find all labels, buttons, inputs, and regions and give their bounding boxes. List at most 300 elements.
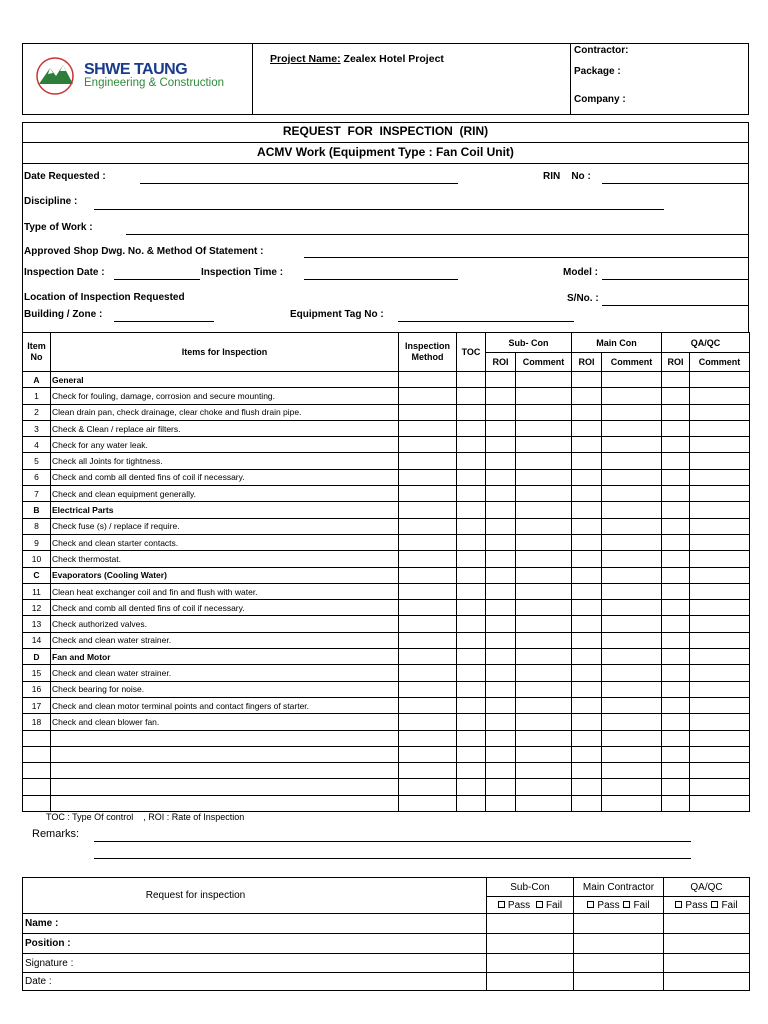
fail-checkbox[interactable] [536,901,543,908]
entry-cell[interactable] [516,567,572,583]
entry-cell[interactable] [486,420,516,436]
type-of-work-field[interactable] [126,234,748,235]
entry-cell[interactable] [572,583,602,599]
entry-cell[interactable] [662,746,690,762]
entry-cell[interactable] [457,534,486,550]
entry-cell[interactable] [572,632,602,648]
entry-cell[interactable] [572,730,602,746]
entry-cell[interactable] [690,746,750,762]
entry-cell[interactable] [457,567,486,583]
entry-cell[interactable] [457,518,486,534]
entry-cell[interactable] [399,649,457,665]
entry-cell[interactable] [399,388,457,404]
col-method: Inspection Method [399,333,457,372]
pass-checkbox[interactable] [675,901,682,908]
entry-cell[interactable] [399,632,457,648]
entry-cell[interactable] [572,404,602,420]
entry-cell[interactable] [572,518,602,534]
entry-cell[interactable] [662,681,690,697]
entry-cell[interactable] [516,388,572,404]
item-no: 11 [23,583,51,599]
entry-cell[interactable] [602,388,662,404]
entry-cell[interactable] [486,486,516,502]
entry-cell[interactable] [662,388,690,404]
entry-cell[interactable] [516,486,572,502]
entry-cell[interactable] [602,551,662,567]
entry-cell[interactable] [690,469,750,485]
entry-cell[interactable] [690,437,750,453]
item-no: 14 [23,632,51,648]
entry-cell[interactable] [457,649,486,665]
entry-cell[interactable] [486,632,516,648]
entry-cell[interactable] [690,420,750,436]
entry-cell[interactable] [602,616,662,632]
entry-cell[interactable] [690,534,750,550]
entry-cell[interactable] [662,453,690,469]
entry-cell[interactable] [399,372,457,388]
entry-cell[interactable] [457,795,486,811]
entry-cell[interactable] [399,404,457,420]
entry-cell[interactable] [572,697,602,713]
sno-field[interactable] [602,305,748,306]
entry-cell[interactable] [516,714,572,730]
entry-cell[interactable] [516,730,572,746]
form-title: REQUEST FOR INSPECTION (RIN) [282,124,489,138]
entry-cell[interactable] [399,486,457,502]
item-text [51,746,399,762]
section-row [23,649,750,665]
item-no: 7 [23,486,51,502]
item-text: Check authorized valves. [51,616,399,632]
entry-cell[interactable] [690,486,750,502]
entry-cell[interactable] [457,437,486,453]
pass-checkbox[interactable] [587,901,594,908]
entry-cell[interactable] [690,779,750,795]
entry-cell[interactable] [572,534,602,550]
entry-cell[interactable] [399,665,457,681]
entry-cell[interactable] [662,534,690,550]
entry-cell[interactable] [662,420,690,436]
fail-label: Fail [545,899,563,911]
entry-cell[interactable] [486,404,516,420]
entry-cell[interactable] [516,404,572,420]
entry-cell[interactable] [602,437,662,453]
entry-cell[interactable] [486,730,516,746]
request-label: Request for inspection [23,878,487,914]
entry-cell[interactable] [662,567,690,583]
entry-cell[interactable] [602,518,662,534]
signature-label: Signature : [23,954,487,973]
item-text: Check all Joints for tightness. [51,453,399,469]
entry-cell[interactable] [516,502,572,518]
entry-cell[interactable] [690,681,750,697]
entry-cell[interactable] [602,486,662,502]
subcon-signature-cell[interactable] [487,954,574,973]
entry-cell[interactable] [486,681,516,697]
entry-cell[interactable] [602,632,662,648]
entry-cell[interactable] [399,469,457,485]
entry-cell[interactable] [572,779,602,795]
entry-cell[interactable] [602,404,662,420]
remarks-line-1[interactable] [94,841,691,842]
subcon-position-cell[interactable] [487,934,574,954]
entry-cell[interactable] [602,795,662,811]
entry-cell[interactable] [662,600,690,616]
entry-cell[interactable] [486,583,516,599]
entry-cell[interactable] [602,730,662,746]
entry-cell[interactable] [572,746,602,762]
entry-cell[interactable] [516,437,572,453]
entry-cell[interactable] [486,469,516,485]
entry-cell[interactable] [572,502,602,518]
entry-cell[interactable] [457,453,486,469]
entry-cell[interactable] [662,551,690,567]
entry-cell[interactable] [690,372,750,388]
entry-cell[interactable] [516,746,572,762]
entry-cell[interactable] [602,600,662,616]
entry-cell[interactable] [602,697,662,713]
entry-cell[interactable] [516,649,572,665]
entry-cell[interactable] [602,372,662,388]
entry-cell[interactable] [662,469,690,485]
maincon-pass-fail [574,897,664,914]
entry-cell[interactable] [690,551,750,567]
entry-cell[interactable] [457,763,486,779]
entry-cell[interactable] [602,665,662,681]
subcon-date-cell[interactable] [487,973,574,991]
entry-cell[interactable] [690,763,750,779]
date-label: Date : [23,973,487,991]
entry-cell[interactable] [572,420,602,436]
entry-cell[interactable] [662,795,690,811]
section-title: Evaporators (Cooling Water) [51,567,399,583]
item-text: Check & Clean / replace air filters. [51,420,399,436]
inspection-time-label: Inspection Time : [201,267,284,278]
subcon-header: Sub-Con [487,878,574,897]
entry-cell[interactable] [690,649,750,665]
fail-checkbox[interactable] [711,901,718,908]
entry-cell[interactable] [516,681,572,697]
entry-cell[interactable] [662,502,690,518]
fail-checkbox[interactable] [623,901,630,908]
rin-no-label: RIN No : [543,171,591,182]
entry-cell[interactable] [662,649,690,665]
col-roi: ROI [662,353,690,372]
entry-cell[interactable] [690,388,750,404]
maincon-date-cell[interactable] [574,973,664,991]
table-row [23,551,750,567]
entry-cell[interactable] [457,697,486,713]
entry-cell[interactable] [399,437,457,453]
fail-label: Fail [633,899,650,911]
entry-cell[interactable] [399,697,457,713]
entry-cell[interactable] [486,372,516,388]
entry-cell[interactable] [516,518,572,534]
qaqc-position-cell[interactable] [664,934,750,954]
item-no [23,779,51,795]
entry-cell[interactable] [662,632,690,648]
item-text: Check bearing for noise. [51,681,399,697]
entry-cell[interactable] [486,437,516,453]
entry-cell[interactable] [690,697,750,713]
entry-cell[interactable] [457,372,486,388]
entry-cell[interactable] [602,583,662,599]
rin-no-field[interactable] [602,183,748,184]
col-roi: ROI [572,353,602,372]
entry-cell[interactable] [516,551,572,567]
entry-cell[interactable] [486,714,516,730]
entry-cell[interactable] [690,404,750,420]
entry-cell[interactable] [457,469,486,485]
entry-cell[interactable] [662,518,690,534]
date-requested-field[interactable] [140,183,458,184]
entry-cell[interactable] [457,388,486,404]
col-comment: Comment [690,353,750,372]
entry-cell[interactable] [602,746,662,762]
entry-cell[interactable] [399,534,457,550]
qaqc-signature-cell[interactable] [664,954,750,973]
entry-cell[interactable] [662,437,690,453]
approved-shop-field[interactable] [304,257,748,258]
entry-cell[interactable] [516,420,572,436]
entry-cell[interactable] [457,551,486,567]
entry-cell[interactable] [516,763,572,779]
entry-cell[interactable] [399,616,457,632]
entry-cell[interactable] [602,681,662,697]
entry-cell[interactable] [516,372,572,388]
item-text: Check for fouling, damage, corrosion and secure mounting. [51,388,399,404]
discipline-label: Discipline : [24,196,78,207]
entry-cell[interactable] [457,779,486,795]
subcon-name-cell[interactable] [487,914,574,934]
entry-cell[interactable] [486,518,516,534]
entry-cell[interactable] [572,486,602,502]
entry-cell[interactable] [572,763,602,779]
entry-cell[interactable] [662,697,690,713]
entry-cell[interactable] [572,469,602,485]
entry-cell[interactable] [486,665,516,681]
entry-cell[interactable] [572,551,602,567]
entry-cell[interactable] [572,437,602,453]
maincon-signature-cell[interactable] [574,954,664,973]
entry-cell[interactable] [602,469,662,485]
entry-cell[interactable] [690,714,750,730]
table-row [23,388,750,404]
entry-cell[interactable] [572,388,602,404]
table-row [23,714,750,730]
equipment-tag-field[interactable] [398,321,574,322]
entry-cell[interactable] [662,616,690,632]
entry-cell[interactable] [399,583,457,599]
item-text: Check and comb all dented fins of coil if necessary. [51,469,399,485]
entry-cell[interactable] [486,779,516,795]
entry-cell[interactable] [457,665,486,681]
entry-cell[interactable] [572,616,602,632]
building-zone-label: Building / Zone : [24,309,103,320]
entry-cell[interactable] [457,420,486,436]
item-no: A [23,372,51,388]
entry-cell[interactable] [486,534,516,550]
model-field[interactable] [602,279,748,280]
entry-cell[interactable] [690,730,750,746]
entry-cell[interactable] [572,665,602,681]
entry-cell[interactable] [399,453,457,469]
entry-cell[interactable] [399,763,457,779]
entry-cell[interactable] [399,795,457,811]
entry-cell[interactable] [572,681,602,697]
table-row [23,730,750,746]
entry-cell[interactable] [399,551,457,567]
entry-cell[interactable] [690,632,750,648]
entry-cell[interactable] [572,795,602,811]
entry-cell[interactable] [486,697,516,713]
entry-cell[interactable] [457,583,486,599]
entry-cell[interactable] [572,453,602,469]
entry-cell[interactable] [690,518,750,534]
discipline-field[interactable] [94,209,664,210]
entry-cell[interactable] [457,681,486,697]
entry-cell[interactable] [486,502,516,518]
entry-cell[interactable] [572,567,602,583]
entry-cell[interactable] [572,714,602,730]
entry-cell[interactable] [486,616,516,632]
entry-cell[interactable] [457,486,486,502]
entry-cell[interactable] [572,649,602,665]
item-no: 17 [23,697,51,713]
entry-cell[interactable] [399,420,457,436]
entry-cell[interactable] [662,730,690,746]
entry-cell[interactable] [572,372,602,388]
entry-cell[interactable] [516,616,572,632]
item-text: Check and clean motor terminal points and contact fingers of starter. [51,697,399,713]
item-no: 13 [23,616,51,632]
qaqc-name-cell[interactable] [664,914,750,934]
item-no: 4 [23,437,51,453]
entry-cell[interactable] [602,714,662,730]
entry-cell[interactable] [602,420,662,436]
building-zone-field[interactable] [114,321,214,322]
entry-cell[interactable] [486,795,516,811]
entry-cell[interactable] [486,567,516,583]
entry-cell[interactable] [662,714,690,730]
entry-cell[interactable] [486,763,516,779]
entry-cell[interactable] [516,453,572,469]
entry-cell[interactable] [662,763,690,779]
entry-cell[interactable] [486,600,516,616]
item-no: 3 [23,420,51,436]
entry-cell[interactable] [572,600,602,616]
entry-cell[interactable] [690,665,750,681]
entry-cell[interactable] [486,453,516,469]
entry-cell[interactable] [690,502,750,518]
entry-cell[interactable] [690,616,750,632]
maincon-header: Main Contractor [574,878,664,897]
entry-cell[interactable] [662,779,690,795]
entry-cell[interactable] [516,632,572,648]
footnote: TOC : Type Of control , ROI : Rate of Inspection [46,812,245,822]
entry-cell[interactable] [662,583,690,599]
entry-cell[interactable] [486,649,516,665]
entry-cell[interactable] [690,453,750,469]
entry-cell[interactable] [399,502,457,518]
entry-cell[interactable] [602,534,662,550]
entry-cell[interactable] [457,600,486,616]
entry-cell[interactable] [399,779,457,795]
entry-cell[interactable] [602,649,662,665]
entry-cell[interactable] [662,404,690,420]
item-text [51,763,399,779]
item-no [23,746,51,762]
entry-cell[interactable] [516,795,572,811]
header-divider [570,43,571,115]
entry-cell[interactable] [662,372,690,388]
entry-cell[interactable] [690,795,750,811]
entry-cell[interactable] [602,453,662,469]
entry-cell[interactable] [602,763,662,779]
entry-cell[interactable] [516,665,572,681]
table-row [23,420,750,436]
entry-cell[interactable] [662,665,690,681]
approved-shop-label: Approved Shop Dwg. No. & Method Of Statement : [24,246,264,257]
entry-cell[interactable] [486,551,516,567]
package-label: Package : [574,66,621,77]
entry-cell[interactable] [457,632,486,648]
entry-cell[interactable] [516,469,572,485]
qaqc-date-cell[interactable] [664,973,750,991]
entry-cell[interactable] [486,746,516,762]
entry-cell[interactable] [457,746,486,762]
entry-cell[interactable] [516,697,572,713]
entry-cell[interactable] [399,730,457,746]
entry-cell[interactable] [602,779,662,795]
entry-cell[interactable] [399,600,457,616]
entry-cell[interactable] [457,616,486,632]
entry-cell[interactable] [516,534,572,550]
entry-cell[interactable] [457,404,486,420]
entry-cell[interactable] [457,714,486,730]
entry-cell[interactable] [486,388,516,404]
table-row [23,534,750,550]
fail-label: Fail [721,899,738,911]
table-row [23,486,750,502]
pass-checkbox[interactable] [498,901,505,908]
inspection-date-field[interactable] [114,279,200,280]
entry-cell[interactable] [516,779,572,795]
entry-cell[interactable] [457,502,486,518]
maincon-position-cell[interactable] [574,934,664,954]
entry-cell[interactable] [602,502,662,518]
entry-cell[interactable] [457,730,486,746]
entry-cell[interactable] [690,583,750,599]
entry-cell[interactable] [516,600,572,616]
entry-cell[interactable] [516,583,572,599]
entry-cell[interactable] [690,567,750,583]
col-item-no: Item No [23,333,51,372]
inspection-time-field[interactable] [304,279,458,280]
entry-cell[interactable] [399,567,457,583]
entry-cell[interactable] [399,681,457,697]
remarks-line-2[interactable] [94,858,691,859]
entry-cell[interactable] [399,746,457,762]
maincon-name-cell[interactable] [574,914,664,934]
section-row [23,372,750,388]
entry-cell[interactable] [399,518,457,534]
entry-cell[interactable] [399,714,457,730]
entry-cell[interactable] [662,486,690,502]
entry-cell[interactable] [602,567,662,583]
entry-cell[interactable] [690,600,750,616]
item-no: 2 [23,404,51,420]
